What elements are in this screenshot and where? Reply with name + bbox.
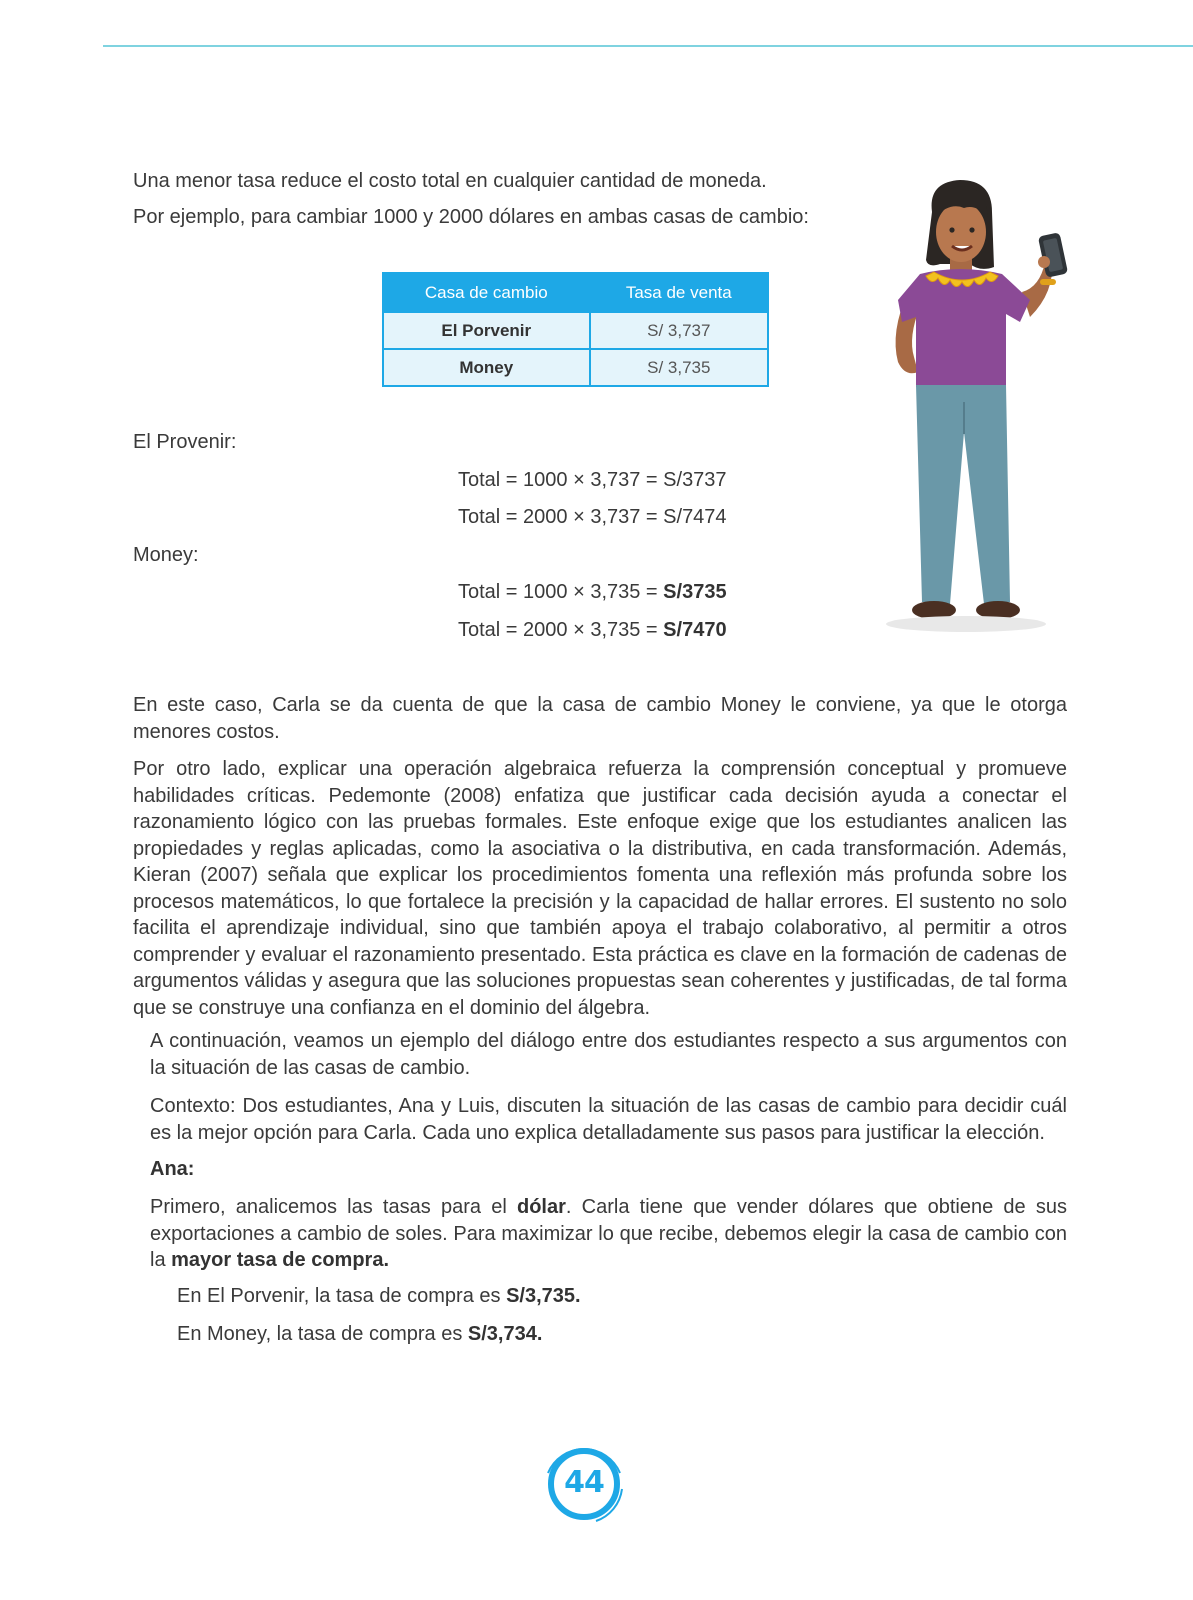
money-equation-2-result: S/7470 xyxy=(663,619,727,641)
money-rate-line xyxy=(177,1321,542,1348)
paragraph-dialogue-intro: A continuación, veamos un ejemplo del diálogo entre dos estudiantes respecto a sus argumentos con la situación de las casas de cambio. xyxy=(150,1030,1067,1079)
top-rule xyxy=(103,45,1193,47)
table-row xyxy=(383,312,768,349)
intro-line-1: Una menor tasa reduce el costo total en cualquier cantidad de moneda. xyxy=(133,170,767,192)
porvenir-rate-line xyxy=(177,1283,581,1310)
ana-text-2: . Carla tiene que vender dólares que obtiene de sus exportaciones a cambio de soles. Para maximizar lo que recibe, debemos elegir la casa de cambio con la xyxy=(150,1196,1067,1271)
column-header-tasa: Tasa de venta xyxy=(590,273,768,312)
provenir-equation-1: Total = 1000 × 3,737 = S/3737 xyxy=(458,469,727,491)
paragraph-context: Contexto: Dos estudiantes, Ana y Luis, discuten la situación de las casas de cambio para decidir cuál es la mejor opción para Carla. Cada uno explica detalladamente sus pasos para justificar la elección. xyxy=(150,1095,1067,1144)
money-equation-2 xyxy=(458,617,727,643)
speaker-ana: Ana: xyxy=(150,1158,195,1180)
girl-with-phone-illustration xyxy=(880,172,1085,642)
porvenir-rate-value: S/3,735. xyxy=(506,1285,581,1307)
money-equation-1-result: S/3735 xyxy=(663,581,727,603)
ana-text-1: Primero, analicemos las tasas para el xyxy=(150,1196,517,1218)
page-number: 44 xyxy=(564,1465,604,1500)
paragraph-argumentation: Por otro lado, explicar una operación algebraica refuerza la comprensión conceptual y promueve habilidades críticas. Pedemonte (2008) enfatiza que justificar cada decisión ayuda a conectar el razonamiento lógico con las pruebas formales. Este enfoque exige que los estudiantes analicen las propiedades y reglas aplicadas, como la asociativa o la distributiva, en cada transformación. Además, Kieran (2007) señala que explicar los procedimientos fomenta una reflexión más profunda sobre los procesos matemáticos, lo que fortalece la precisión y la capacidad de hallar errores. El sustento no solo facilita el aprendizaje individual, sino que también apoya el trabajo colaborativo, al permitir a otros comprender y evaluar el razonamiento presentado. Esta práctica es clave en la formación de cadenas de argumentos válidas y asegura que las soluciones propuestas sean coherentes y justificadas, de tal forma que se construye una confianza en el dominio del álgebra. xyxy=(133,758,1067,1019)
column-header-casa: Casa de cambio xyxy=(383,273,590,312)
provenir-equation-2: Total = 2000 × 3,737 = S/7474 xyxy=(458,506,727,528)
ana-bold-dolar: dólar xyxy=(516,1196,566,1218)
money-equation-1 xyxy=(458,579,727,605)
row-name-porvenir: El Porvenir xyxy=(383,312,590,349)
paragraph-conclusion: En este caso, Carla se da cuenta de que la casa de cambio Money le conviene, ya que le otorga menores costos. xyxy=(133,694,1067,743)
exchange-rate-table xyxy=(382,272,769,387)
row-rate-porvenir: S/ 3,737 xyxy=(590,312,768,349)
row-name-money: Money xyxy=(383,349,590,386)
money-equation-1-prefix: Total = 1000 × 3,735 = xyxy=(458,581,664,603)
money-equation-2-prefix: Total = 2000 × 3,735 = xyxy=(458,619,664,641)
paragraph-ana xyxy=(150,1194,1067,1274)
money-label: Money: xyxy=(133,544,199,566)
provenir-label: El Provenir: xyxy=(133,431,237,453)
table-row xyxy=(383,349,768,386)
intro-line-2: Por ejemplo, para cambiar 1000 y 2000 dólares en ambas casas de cambio: xyxy=(133,206,809,228)
ana-bold-mayor-tasa: mayor tasa de compra. xyxy=(171,1249,389,1271)
money-rate-value: S/3,734. xyxy=(467,1323,543,1345)
porvenir-rate-text: En El Porvenir, la tasa de compra es xyxy=(177,1285,507,1307)
row-rate-money: S/ 3,735 xyxy=(590,349,768,386)
money-rate-text: En Money, la tasa de compra es xyxy=(177,1323,468,1345)
table-header-row xyxy=(383,273,768,312)
